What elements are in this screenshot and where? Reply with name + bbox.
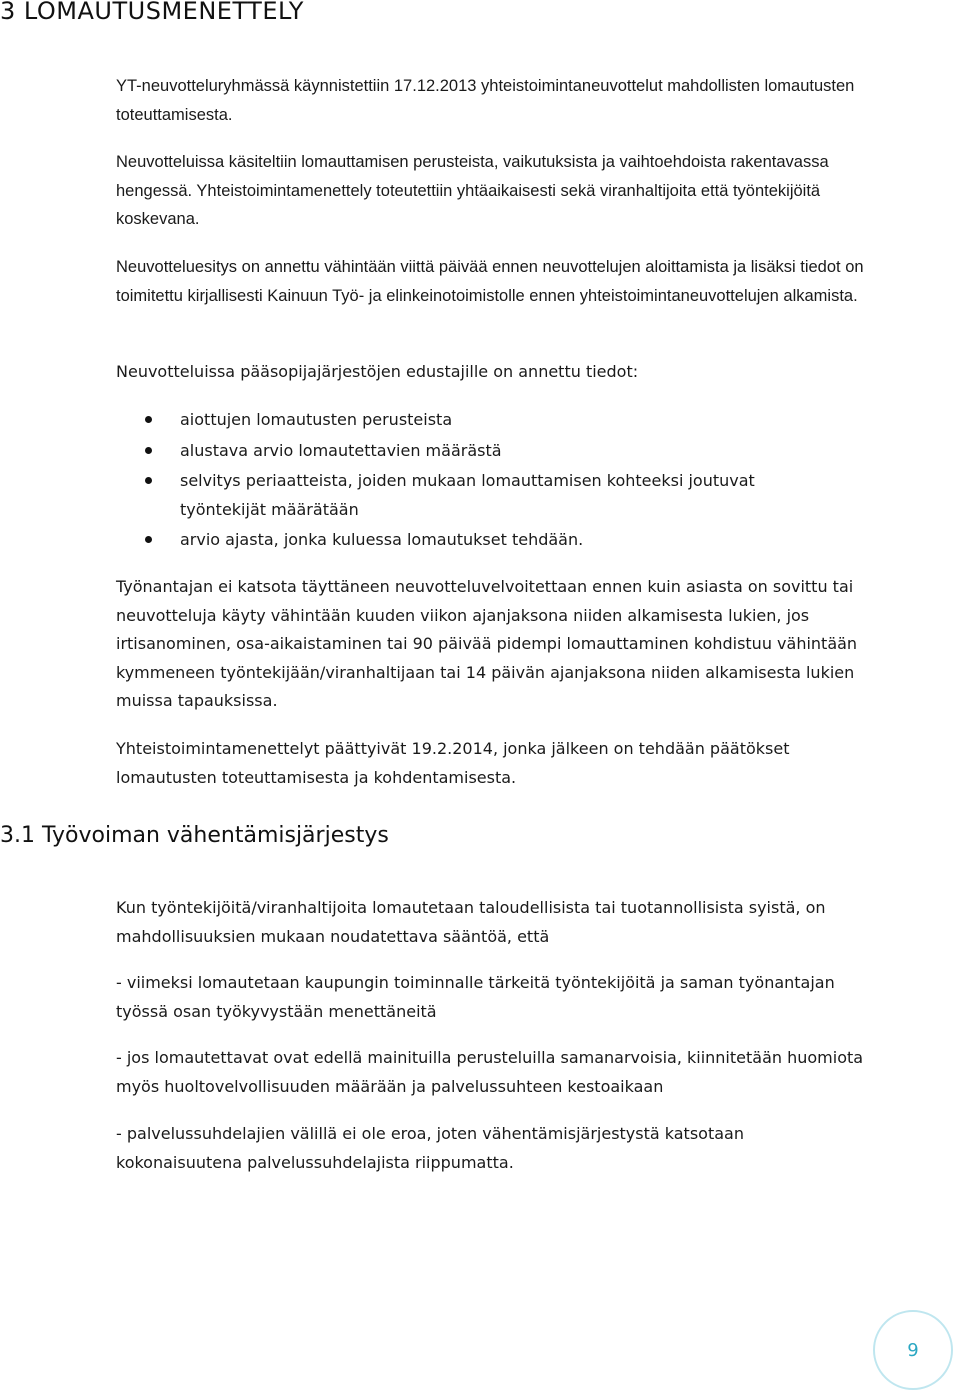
paragraph-negotiations: Neuvotteluissa käsiteltiin lomauttamisen perusteista, vaikutuksista ja vaihtoehdoista rakentavassa hengessä. Yhteistoimintamenettely toteutettiin yhtäaikaisesti sekä viranhaltijoita että työntekijöitä koskevana. — [116, 153, 829, 229]
paragraph-rule-3: - palvelussuhdelajien välillä ei ole eroa, joten vähentämisjärjestystä katsotaan kokonaisuutena palvelussuhdelajista riippumatta. — [116, 1124, 744, 1172]
paragraph-proposal: Neuvotteluesitys on annettu vähintään viittä päivää ennen neuvottelujen aloittamista ja lisäksi tiedot on toimitettu kirjallisesti Kainuun Työ- ja elinkeinotoimistolle ennen yhteistoimintaneuvottelujen alkamista. — [116, 258, 864, 305]
list-item: alustava arvio lomautettavien määrästä — [116, 437, 836, 466]
page-number-text: 9 — [907, 1339, 919, 1361]
list-item: arvio ajasta, jonka kuluessa lomautukset tehdään. — [116, 526, 836, 555]
paragraph-obligation: Työnantajan ei katsota täyttäneen neuvotteluvelvoitettaan ennen kuin asiasta on sovittu tai neuvotteluja käyty vähintään kuuden viikon ajanjaksona niiden alkamisesta lukien, jos irtisanominen, osa-aikaistaminen tai 90 päivää pidempi lomauttaminen kohdistuu vähintään kymmeneen työntekijään/viranhaltijaan tai 14 päivän ajanjaksona niiden alkamisesta lukien muissa tapauksissa. — [116, 577, 858, 711]
section-heading: 3 LOMAUTUSMENETTELY — [0, 0, 304, 25]
subsection-heading: 3.1 Työvoiman vähentämisjärjestys — [0, 823, 389, 848]
paragraph-ended: Yhteistoimintamenettelyt päättyivät 19.2.2014, jonka jälkeen on tehdään päätökset lomautusten toteuttamisesta ja kohdentamisesta. — [116, 739, 790, 787]
info-bullet-list — [116, 406, 836, 557]
paragraph-info-given: Neuvotteluissa pääsopijajärjestöjen edustajille on annettu tiedot: — [116, 362, 639, 381]
list-item: aiottujen lomautusten perusteista — [116, 406, 836, 435]
paragraph-rule-2: - jos lomautettavat ovat edellä mainituilla perusteluilla samanarvoisia, kiinnitetään huomiota myös huoltovelvollisuuden määrään ja palvelussuhteen kestoaikaan — [116, 1048, 864, 1096]
paragraph-rule-1: - viimeksi lomautetaan kaupungin toiminnalle tärkeitä työntekijöitä ja saman työnantajan työssä osan työkyvystään menettäneitä — [116, 973, 835, 1021]
paragraph-intro: YT-neuvotteluryhmässä käynnistettiin 17.12.2013 yhteistoimintaneuvottelut mahdollisten lomautusten toteuttamisesta. — [116, 77, 855, 124]
paragraph-reduction-order: Kun työntekijöitä/viranhaltijoita lomautetaan taloudellisista tai tuotannollisista syistä, on mahdollisuuksien mukaan noudatettava sääntöä, että — [116, 898, 826, 946]
list-item: selvitys periaatteista, joiden mukaan lomauttamisen kohteeksi joutuvat työntekijät määrätään — [116, 467, 836, 524]
page-number — [873, 1310, 953, 1390]
